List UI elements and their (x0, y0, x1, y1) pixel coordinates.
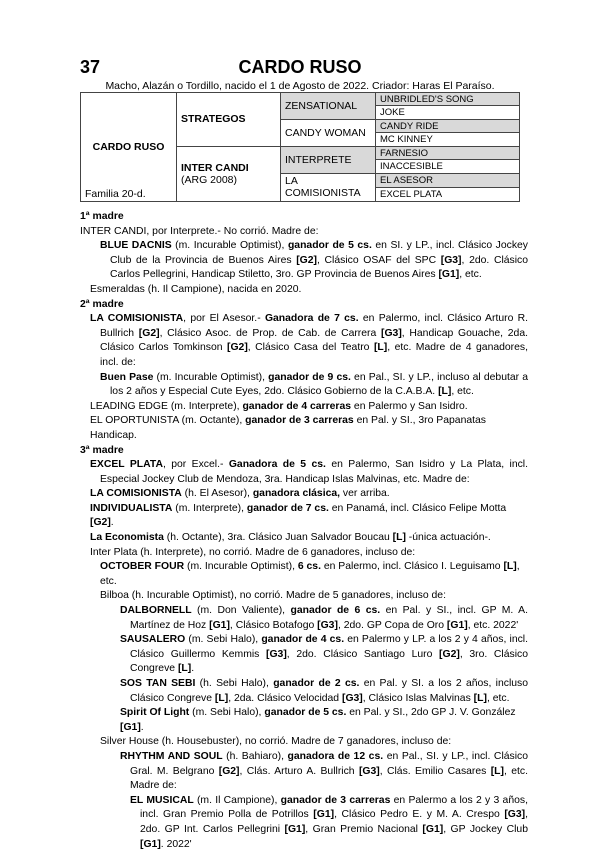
bold-run: SAUSALERO (120, 634, 186, 646)
bold-run: [L] (177, 663, 192, 675)
produce-entry (80, 706, 528, 735)
bold-run: INDIVIDUALISTA (90, 502, 173, 514)
bold-run: ganadora de 12 cs. (287, 750, 384, 762)
text-run: en Palermo, incl. Clásico I. Leguisamo (320, 561, 504, 573)
text-run: , Clásico Casa del Teatro (247, 342, 374, 354)
dam-line: INTER CANDI, por Interprete.- No corrió. Madre de: (80, 225, 319, 237)
bold-run: SOS TAN SEBI (120, 678, 196, 689)
pedigree-g4-8: EXCEL PLATA (376, 187, 520, 201)
text-run: (h. El Asesor), (181, 488, 253, 500)
bold-run: ganador de 6 cs. (290, 605, 381, 617)
produce-entry (80, 371, 528, 400)
text-run: en Pal., SI. y LP., incluso al debutar a los 2 años y Especial Cute Eyes, 2do. Clásico Gobierno de la C.A.B.A. (110, 371, 529, 398)
produce-entry (80, 560, 528, 589)
horse-number: 37 (80, 57, 101, 77)
text-run: . (140, 721, 144, 733)
bold-run: ganador de 2 cs. (273, 678, 360, 689)
bold-run: [G3] (317, 619, 338, 631)
text-run: (h. Octante), 3ra. Clásico Juan Salvador Boucau (163, 532, 393, 544)
bold-run: [G3] (440, 254, 462, 266)
bold-run: [G1] (209, 619, 230, 631)
text-run: , Clásico Pedro E. y M. A. Crespo (334, 809, 505, 821)
bold-run: [G1] (422, 823, 444, 835)
bold-run: [G2] (218, 765, 240, 777)
bold-run: ganador de 3 carreras (280, 794, 391, 806)
text-run: en Palermo, incl. Clásico Arturo R. Bullrich (100, 313, 529, 339)
section-second-dam: 2ª madre (80, 298, 124, 310)
bold-run: LA COMISIONISTA (90, 488, 182, 500)
bold-run: ganador de 9 cs. (268, 371, 351, 383)
bold-run: [L] (392, 532, 406, 544)
text-run: , por El Asesor.- (183, 313, 265, 325)
bold-run: ganador de 3 carreras (245, 415, 354, 427)
text-run: (h. Bahiaro), (222, 750, 288, 762)
bold-run: [G3] (358, 765, 380, 777)
text-run: , 2da. Clásico Velocidad (228, 692, 342, 704)
pedigree-table (80, 92, 520, 202)
text-run: -única actuación-. (405, 532, 491, 544)
text-run: , Handicap Gouache, 2da. Clásico Carlos Tomkinson (100, 327, 528, 354)
text-run: (m. Interprete), (172, 502, 247, 514)
bold-run: ganador de 7 cs. (246, 502, 329, 514)
text-run: , Clásico Botafogo (229, 619, 318, 631)
text-run: . 2022' (160, 838, 192, 850)
pedigree-g4-1: UNBRIDLED'S SONG (376, 93, 520, 106)
text-run: (m. Sebi Halo), (189, 707, 265, 719)
bold-run: [L] (473, 692, 487, 704)
text-run: en Palermo, San Isidro y La Plata, incl. Especial Jockey Club de Mendoza, 3ra. Handicap Islas Malvinas, etc. Madre de: (100, 459, 528, 485)
pedigree-g3-2: CANDY WOMAN (281, 119, 376, 146)
bold-run: RHYTHM AND SOUL (120, 750, 223, 762)
bold-run: [G1] (438, 269, 460, 281)
bold-run: [G2] (90, 517, 111, 529)
horse-name-title: CARDO RUSO (238, 57, 362, 77)
pedigree-family: Familia 20-d. (85, 188, 146, 200)
bold-run: OCTOBER FOUR (100, 561, 185, 573)
text-run: LEADING EDGE (m. Interprete), (90, 400, 243, 412)
text-run: , etc. (486, 692, 510, 704)
produce-entry (80, 794, 528, 852)
text-run: (m. Incurable Optimist), (153, 371, 269, 383)
pedigree-g3-4: LA COMISIONISTA (281, 173, 376, 201)
produce-record (80, 210, 528, 852)
text-run: (m. Il Campione), (193, 794, 281, 806)
bold-run: [G3] (504, 809, 526, 821)
pedigree-g4-3: CANDY RIDE (376, 119, 520, 132)
produce-entry (80, 677, 528, 706)
produce-entry (80, 400, 528, 415)
text-run: , Clásico Islas Malvinas (362, 692, 474, 704)
pedigree-g4-5: FARNESIO (376, 146, 520, 159)
pedigree-horse: CARDO RUSO (92, 141, 165, 153)
produce-entry (80, 487, 528, 502)
pedigree-dam-note: (ARG 2008) (181, 173, 238, 186)
text-run: en SI. y LP., incl. Clásico Jockey Club de la Provincia de Buenos Aires (110, 240, 528, 266)
pedigree-g4-7: EL ASESOR (376, 173, 520, 187)
text-run: en Pal. y SI., 2do GP J. V. González (346, 707, 516, 719)
produce-entry (80, 604, 528, 633)
text-run: en Palermo y LP. a los 2 y 4 años, incl. Clásico Guillermo Kemmis (130, 634, 528, 660)
produce-entry: Silver House (h. Housebuster), no corrió. Madre de 7 ganadores, incluso de: (100, 736, 452, 748)
pedigree-g3-3: INTERPRETE (281, 146, 376, 173)
pedigree-sire: STRATEGOS (177, 93, 281, 147)
bold-run: [L] (490, 765, 504, 777)
text-run: en Pal. y SI. a los 2 años, incluso Clásico Congreve (130, 678, 529, 704)
text-run: (m. Don Valiente), (191, 605, 291, 617)
text-run: , etc. (451, 386, 474, 398)
produce-entry (80, 239, 528, 283)
text-run: (m. Incurable Optimist), (171, 240, 288, 252)
text-run: , Clásico Asoc. de Prop. de Cab. de Carrera (159, 327, 381, 339)
pedigree-g3-1: ZENSATIONAL (281, 93, 376, 120)
bold-run: [G1] (313, 809, 335, 821)
produce-entry (80, 502, 528, 531)
produce-entry: Bilboa (h. Incurable Optimist), no corrió. Madre de 5 ganadores, incluso de: (100, 590, 446, 602)
pedigree-horse-cell (81, 93, 177, 202)
text-run: , Clás. Emilio Casares (379, 765, 491, 777)
bold-run: 6 cs. (297, 561, 321, 573)
text-run: , por Excel.- (162, 459, 229, 471)
section-first-dam: 1ª madre (80, 211, 124, 222)
bold-run: ganadora clásica, (252, 488, 341, 500)
text-run: . (191, 663, 195, 675)
produce-entry: Inter Plata (h. Interprete), no corrió. Madre de 6 ganadores, incluso de: (90, 546, 416, 558)
text-run: en Pal. y SI., incl. GP M. A. Martínez de Hoz (130, 605, 528, 631)
bold-run: [G3] (266, 648, 287, 660)
text-run: , 2do. GP Copa de Oro (337, 619, 447, 631)
bold-run: ganador de 4 carreras (242, 400, 352, 412)
bold-run: [G2] (439, 648, 460, 660)
produce-entry (80, 750, 528, 794)
pedigree-dam-cell (177, 146, 281, 201)
text-run: , etc. Madre de: (130, 765, 528, 792)
bold-run: Ganadora de 7 cs. (264, 313, 359, 325)
text-run: , etc. (100, 561, 520, 587)
text-run: , 2do. GP Int. Carlos Pellegrini (140, 809, 528, 835)
bold-run: Buen Pase (100, 371, 154, 383)
produce-entry (80, 633, 528, 677)
bold-run: DALBORNELL (120, 605, 192, 617)
bold-run: [G2] (227, 342, 248, 354)
bold-run: [G1] (140, 838, 161, 850)
text-run: (m. Incurable Optimist), (184, 561, 298, 573)
bold-run: [L] (438, 386, 452, 398)
text-run: , Clásico OSAF del SPC (317, 254, 441, 266)
pedigree-dam: INTER CANDI (181, 161, 249, 174)
produce-entry (80, 531, 528, 546)
bold-run: [L] (214, 692, 229, 704)
bold-run: LA COMISIONISTA (90, 313, 184, 325)
text-run: en Palermo y San Isidro. (351, 400, 468, 412)
bold-run: [G2] (138, 327, 160, 339)
text-run: , 3ro. Clásico Congreve (130, 648, 528, 675)
bold-run: [G1] (120, 721, 141, 733)
text-run: , GP Jockey Club (443, 823, 528, 835)
bold-run: [L] (503, 561, 517, 573)
horse-subtitle: Macho, Alazán o Tordillo, nacido el 1 de Agosto de 2022. Criador: Haras El Paraíso. (105, 80, 495, 92)
pedigree-g4-2: JOKE (376, 106, 520, 119)
bold-run: BLUE DACNIS (100, 240, 172, 252)
text-run: en Palermo a los 2 y 3 años, incl. Gran Premio Polla de Potrillos (140, 794, 528, 821)
bold-run: [G3] (341, 692, 363, 704)
text-run: , Clás. Arturo A. Bullrich (239, 765, 359, 777)
text-run: EL OPORTUNISTA (m. Octante), (90, 415, 246, 427)
produce-entry (80, 414, 528, 443)
produce-entry: Esmeraldas (h. Il Campione), nacida en 2020. (90, 283, 302, 295)
bold-run: [G1] (446, 619, 468, 631)
text-run: en Panamá, incl. Clásico Felipe Motta (328, 502, 507, 514)
text-run: , 2do. Clásico Santiago Luro (286, 648, 440, 660)
bold-run: [G1] (284, 823, 306, 835)
section-third-dam: 3ª madre (80, 444, 124, 456)
bold-run: [G2] (296, 254, 317, 266)
text-run: en Pal. y SI., 3ro Papanatas Handicap. (90, 415, 486, 441)
bold-run: Ganadora de 5 cs. (228, 459, 326, 471)
bold-run: [L] (373, 342, 388, 354)
text-run: , etc. Madre de 4 ganadores, incl. de: (100, 342, 529, 368)
bold-run: EL MUSICAL (130, 794, 194, 806)
text-run: ver arriba. (340, 488, 390, 500)
text-run: , etc. (459, 269, 482, 281)
bold-run: ganador de 5 cs. (287, 240, 372, 252)
pedigree-g4-4: MC KINNEY (376, 133, 520, 146)
text-run: , 2do. Clásico Carlos Pellegrini, Handicap Stiletto, 3ro. GP Provincia de Buenos Aires (110, 254, 529, 281)
bold-run: La Economista (90, 532, 164, 544)
text-run: , Gran Premio Nacional (305, 823, 423, 835)
text-run: (m. Sebi Halo), (185, 634, 262, 646)
text-run: , etc. 2022' (467, 619, 519, 631)
text-run: (h. Sebi Halo), (195, 678, 274, 689)
bold-run: EXCEL PLATA (90, 459, 163, 471)
bold-run: Spirit Of Light (120, 707, 190, 719)
pedigree-g4-6: INACCESIBLE (376, 160, 520, 173)
dam-line (80, 312, 528, 370)
text-run: en Pal., SI. y LP., incl. Clásico Gral. M. Belgrano (130, 750, 529, 777)
text-run: . (110, 517, 114, 529)
bold-run: ganador de 4 cs. (261, 634, 345, 646)
bold-run: ganador de 5 cs. (264, 707, 347, 719)
bold-run: [G3] (381, 327, 402, 339)
dam-line (80, 458, 528, 487)
